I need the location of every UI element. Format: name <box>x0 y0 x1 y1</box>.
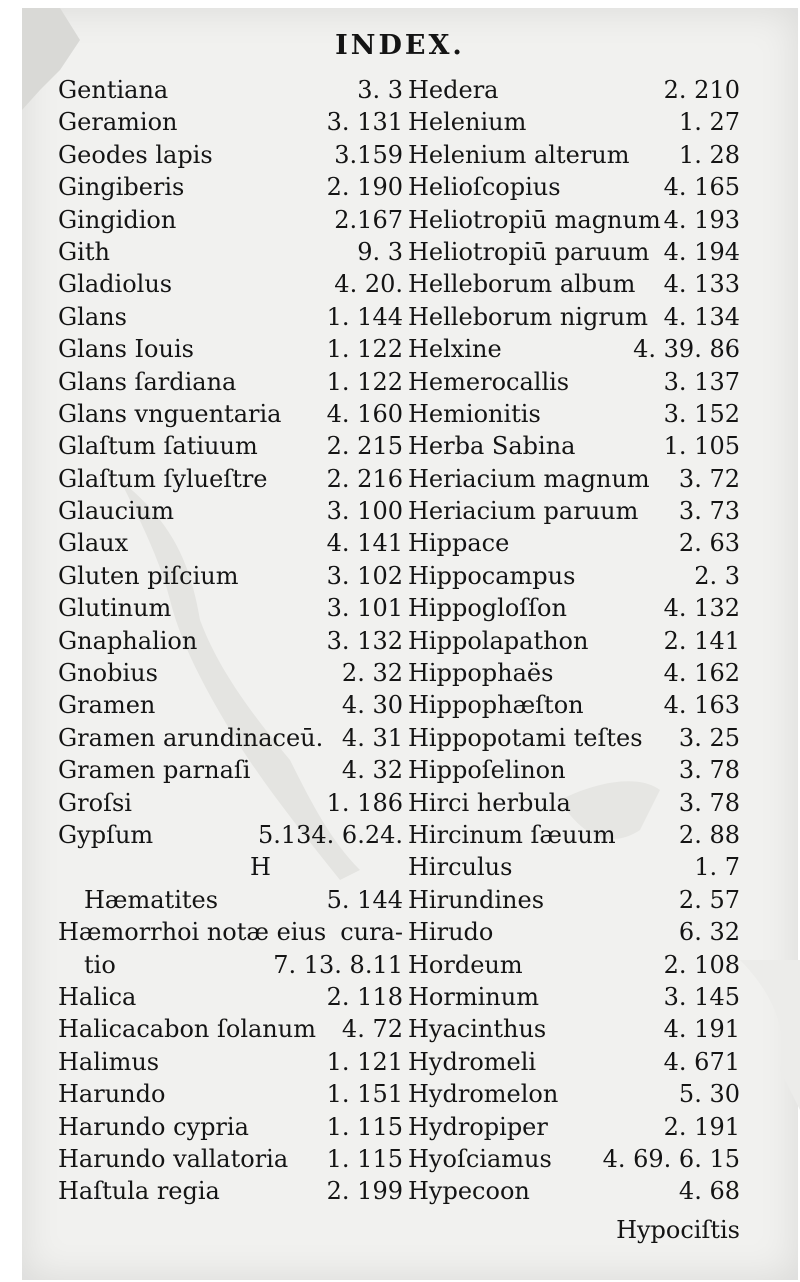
index-entry <box>58 333 403 365</box>
entry-term: Gramen arundinaceū. <box>58 723 324 752</box>
entry-term: Helleborum album <box>408 270 636 299</box>
entry-reference: 1. 105 <box>663 432 740 461</box>
index-entry <box>58 754 403 786</box>
index-entry <box>408 139 740 171</box>
entry-term: Haſtula regia <box>58 1177 220 1206</box>
index-entry <box>58 495 403 527</box>
entry-term: Glaux <box>58 529 129 558</box>
index-entry <box>408 236 740 268</box>
entry-reference: 3.159 <box>334 140 403 169</box>
index-entry <box>58 625 403 657</box>
index-entry <box>58 204 403 236</box>
entry-reference: 7. 13. 8.11 <box>273 950 403 979</box>
entry-term: Heliotropiū paruum <box>408 237 650 266</box>
entry-reference: 4. 31 <box>341 723 403 752</box>
entry-reference: 3. 132 <box>326 626 403 655</box>
entry-term: Helioſcopius <box>408 173 561 202</box>
index-entry <box>58 1013 403 1045</box>
entry-reference: 5. 30 <box>678 1080 740 1109</box>
entry-reference: cura- <box>340 918 403 947</box>
index-entry <box>408 106 740 138</box>
index-entry <box>408 463 740 495</box>
entry-term: Hippogloſſon <box>408 594 567 623</box>
entry-reference: 2. 216 <box>326 464 403 493</box>
entry-reference: 1. 7 <box>694 853 740 882</box>
index-column-right <box>408 74 740 1208</box>
entry-reference: 1. 121 <box>326 1047 403 1076</box>
entry-reference: 2. 32 <box>341 659 403 688</box>
entry-term: Hippoſelinon <box>408 756 566 785</box>
entry-term: Hippace <box>408 529 510 558</box>
index-entry <box>408 689 740 721</box>
entry-reference: 3. 73 <box>678 497 740 526</box>
entry-term: Heriacium magnum <box>408 464 650 493</box>
entry-term: Glutinum <box>58 594 172 623</box>
entry-reference: 2. 63 <box>678 529 740 558</box>
index-entry <box>408 74 740 106</box>
entry-term: Halicacabon ſolanum <box>58 1015 316 1044</box>
entry-term: Gnobius <box>58 659 158 688</box>
index-entry <box>58 1046 403 1078</box>
index-entry <box>58 592 403 624</box>
index-entry <box>408 430 740 462</box>
index-entry <box>58 689 403 721</box>
index-entry <box>408 560 740 592</box>
entry-term: Gramen <box>58 691 156 720</box>
entry-reference: 3. 101 <box>326 594 403 623</box>
entry-term: Hedera <box>408 76 499 104</box>
entry-term: Hippolapathon <box>408 626 589 655</box>
entry-reference: 4. 68 <box>678 1177 740 1206</box>
entry-term: Hippopotami teſtes <box>408 723 643 752</box>
index-entry <box>408 1111 740 1143</box>
index-entry <box>408 981 740 1013</box>
entry-reference: 4. 193 <box>663 205 740 234</box>
entry-reference: 1. 144 <box>326 302 403 331</box>
entry-term: Hemerocallis <box>408 367 570 396</box>
index-entry <box>408 884 740 916</box>
index-entry <box>58 139 403 171</box>
entry-term: Hirundines <box>408 885 545 914</box>
entry-reference: 4. 134 <box>663 302 740 331</box>
entry-term: Hæmorrhoi notæ eius <box>58 918 327 947</box>
entry-term: Hyacinthus <box>408 1015 547 1044</box>
index-entry <box>408 1175 740 1207</box>
entry-term: Gentiana <box>58 76 169 104</box>
index-entry <box>58 171 403 203</box>
entry-reference: 4. 165 <box>663 173 740 202</box>
page-title: INDEX. <box>335 30 465 61</box>
index-entry <box>58 366 403 398</box>
entry-reference: 1. 115 <box>326 1144 403 1173</box>
entry-term: Glaſtum ſatiuum <box>58 432 258 461</box>
entry-reference: 4. 32 <box>341 756 403 785</box>
index-entry <box>58 268 403 300</box>
index-entry <box>408 268 740 300</box>
index-entry <box>58 74 403 106</box>
index-entry <box>408 398 740 430</box>
entry-reference: 3. 102 <box>326 561 403 590</box>
entry-reference: 2. 191 <box>663 1112 740 1141</box>
entry-term: Gith <box>58 237 110 266</box>
entry-reference: 2. 141 <box>663 626 740 655</box>
entry-term: Hyoſciamus <box>408 1144 552 1173</box>
entry-term: Glans <box>58 302 127 331</box>
index-entry <box>58 884 403 916</box>
entry-reference: 4. 30 <box>341 691 403 720</box>
entry-reference: 4. 141 <box>326 529 403 558</box>
entry-term: Gingidion <box>58 205 177 234</box>
index-entry <box>408 527 740 559</box>
entry-term: Hippocampus <box>408 561 576 590</box>
index-entry <box>58 1175 403 1207</box>
index-entry <box>58 981 403 1013</box>
entry-reference: 1. 28 <box>678 140 740 169</box>
entry-reference: 2. 215 <box>326 432 403 461</box>
index-entry <box>408 754 740 786</box>
index-entry <box>58 819 403 851</box>
entry-reference: 4. 163 <box>663 691 740 720</box>
entry-term: Helenium alterum <box>408 140 630 169</box>
index-entry <box>408 366 740 398</box>
index-entry <box>408 657 740 689</box>
index-entry <box>408 819 740 851</box>
entry-term: Gladiolus <box>58 270 173 299</box>
index-entry <box>408 1078 740 1110</box>
entry-reference: 3. 137 <box>663 367 740 396</box>
index-entry <box>58 236 403 268</box>
entry-term: Hirculus <box>408 853 513 882</box>
index-entry <box>58 1078 403 1110</box>
entry-reference: 1. 115 <box>326 1112 403 1141</box>
entry-term: Helenium <box>408 108 527 137</box>
index-entry <box>408 592 740 624</box>
index-entry <box>58 916 403 948</box>
index-entry <box>408 204 740 236</box>
entry-term: Geodes lapis <box>58 140 213 169</box>
entry-term: Hydromelon <box>408 1080 559 1109</box>
entry-reference: 4. 72 <box>341 1015 403 1044</box>
entry-reference: 6. 32 <box>678 918 740 947</box>
entry-term: Gingiberis <box>58 173 185 202</box>
entry-reference: 5.134. 6.24. <box>257 820 403 849</box>
catchword: Hypociſtis <box>616 1216 740 1244</box>
entry-term: Hypecoon <box>408 1177 530 1206</box>
entry-reference: 3. 25 <box>678 723 740 752</box>
index-entry <box>58 1111 403 1143</box>
entry-reference: 2. 88 <box>678 820 740 849</box>
entry-term: Helleborum nigrum <box>408 302 648 331</box>
entry-reference: 3. 145 <box>663 982 740 1011</box>
entry-term: Glaſtum ſylueſtre <box>58 464 268 493</box>
entry-reference: 2. 210 <box>663 76 740 104</box>
entry-reference: 3. 3 <box>357 76 403 104</box>
entry-term: Hirudo <box>408 918 494 947</box>
entry-reference: 2. 118 <box>326 982 403 1011</box>
entry-reference: 4. 132 <box>663 594 740 623</box>
index-entry <box>408 851 740 883</box>
entry-reference: 2. 57 <box>678 885 740 914</box>
entry-term: Glans Iouis <box>58 335 194 364</box>
entry-term: Hemionitis <box>408 399 541 428</box>
entry-term: Hæmatites <box>84 885 219 914</box>
entry-reference: 4. 20. <box>334 270 403 299</box>
entry-term: Harundo <box>58 1080 166 1109</box>
entry-reference: 3. 78 <box>678 788 740 817</box>
index-entry <box>408 722 740 754</box>
entry-term: Geramion <box>58 108 178 137</box>
index-entry <box>408 916 740 948</box>
entry-term: Helxine <box>408 335 502 364</box>
entry-term: Hydropiper <box>408 1112 548 1141</box>
entry-term: Halimus <box>58 1047 160 1076</box>
entry-reference: 4. 671 <box>663 1047 740 1076</box>
entry-term: Glaucium <box>58 497 174 526</box>
entry-term: Hydromeli <box>408 1047 537 1076</box>
index-entry <box>58 1143 403 1175</box>
entry-reference: 3. 152 <box>663 399 740 428</box>
entry-reference: 2. 190 <box>326 173 403 202</box>
index-entry <box>408 495 740 527</box>
index-entry <box>408 949 740 981</box>
entry-term: Gramen parnaſi <box>58 756 251 785</box>
entry-term: Heliotropiū magnum <box>408 205 661 234</box>
index-entry <box>408 1013 740 1045</box>
index-entry <box>58 560 403 592</box>
section-heading <box>58 851 403 883</box>
entry-term: Hircinum ſæuum <box>408 820 616 849</box>
entry-reference: 4. 191 <box>663 1015 740 1044</box>
entry-term: Groſsi <box>58 788 132 817</box>
entry-term: Hippophaës <box>408 659 554 688</box>
entry-term: Harundo vallatoria <box>58 1144 289 1173</box>
index-entry <box>58 106 403 138</box>
entry-term: Hordeum <box>408 950 523 979</box>
section-letter: H <box>250 853 271 882</box>
entry-term: Gnaphalion <box>58 626 198 655</box>
entry-reference: 2. 3 <box>694 561 740 590</box>
entry-term: Harundo cypria <box>58 1112 249 1141</box>
index-entry <box>408 1143 740 1175</box>
entry-term: Glans ſardiana <box>58 367 237 396</box>
index-entry <box>408 171 740 203</box>
entry-reference: 3. 72 <box>678 464 740 493</box>
index-entry <box>58 657 403 689</box>
entry-term: Hippophæſton <box>408 691 584 720</box>
entry-term: Herba Sabina <box>408 432 576 461</box>
entry-term: tio <box>84 950 116 979</box>
entry-reference: 4. 133 <box>663 270 740 299</box>
entry-term: Gypſum <box>58 820 154 849</box>
entry-reference: 2.167 <box>334 205 403 234</box>
index-entry <box>408 787 740 819</box>
entry-term: Horminum <box>408 982 539 1011</box>
entry-reference: 9. 3 <box>357 237 403 266</box>
index-entry <box>58 527 403 559</box>
index-entry <box>58 722 403 754</box>
entry-reference: 4. 194 <box>663 237 740 266</box>
entry-term: Gluten piſcium <box>58 561 239 590</box>
index-entry <box>58 949 403 981</box>
entry-reference: 1. 186 <box>326 788 403 817</box>
index-entry <box>58 398 403 430</box>
entry-reference: 3. 100 <box>326 497 403 526</box>
index-entry <box>408 625 740 657</box>
index-entry <box>58 463 403 495</box>
entry-reference: 4. 39. 86 <box>633 335 740 364</box>
entry-reference: 1. 122 <box>326 367 403 396</box>
index-entry <box>58 430 403 462</box>
entry-term: Hirci herbula <box>408 788 571 817</box>
index-entry <box>408 1046 740 1078</box>
index-entry <box>408 333 740 365</box>
entry-reference: 4. 69. 6. 15 <box>602 1144 740 1173</box>
entry-reference: 2. 108 <box>663 950 740 979</box>
entry-reference: 4. 162 <box>663 659 740 688</box>
entry-reference: 3. 78 <box>678 756 740 785</box>
entry-reference: 3. 131 <box>326 108 403 137</box>
entry-term: Heriacium paruum <box>408 497 639 526</box>
index-entry <box>58 787 403 819</box>
index-entry <box>58 301 403 333</box>
entry-term: Glans vnguentaria <box>58 399 282 428</box>
entry-reference: 4. 160 <box>326 399 403 428</box>
entry-reference: 2. 199 <box>326 1177 403 1206</box>
index-entry <box>408 301 740 333</box>
entry-term: Halica <box>58 982 137 1011</box>
entry-reference: 1. 151 <box>326 1080 403 1109</box>
entry-reference: 1. 122 <box>326 335 403 364</box>
entry-reference: 5. 144 <box>326 885 403 914</box>
index-column-left <box>58 74 403 1208</box>
entry-reference: 1. 27 <box>678 108 740 137</box>
